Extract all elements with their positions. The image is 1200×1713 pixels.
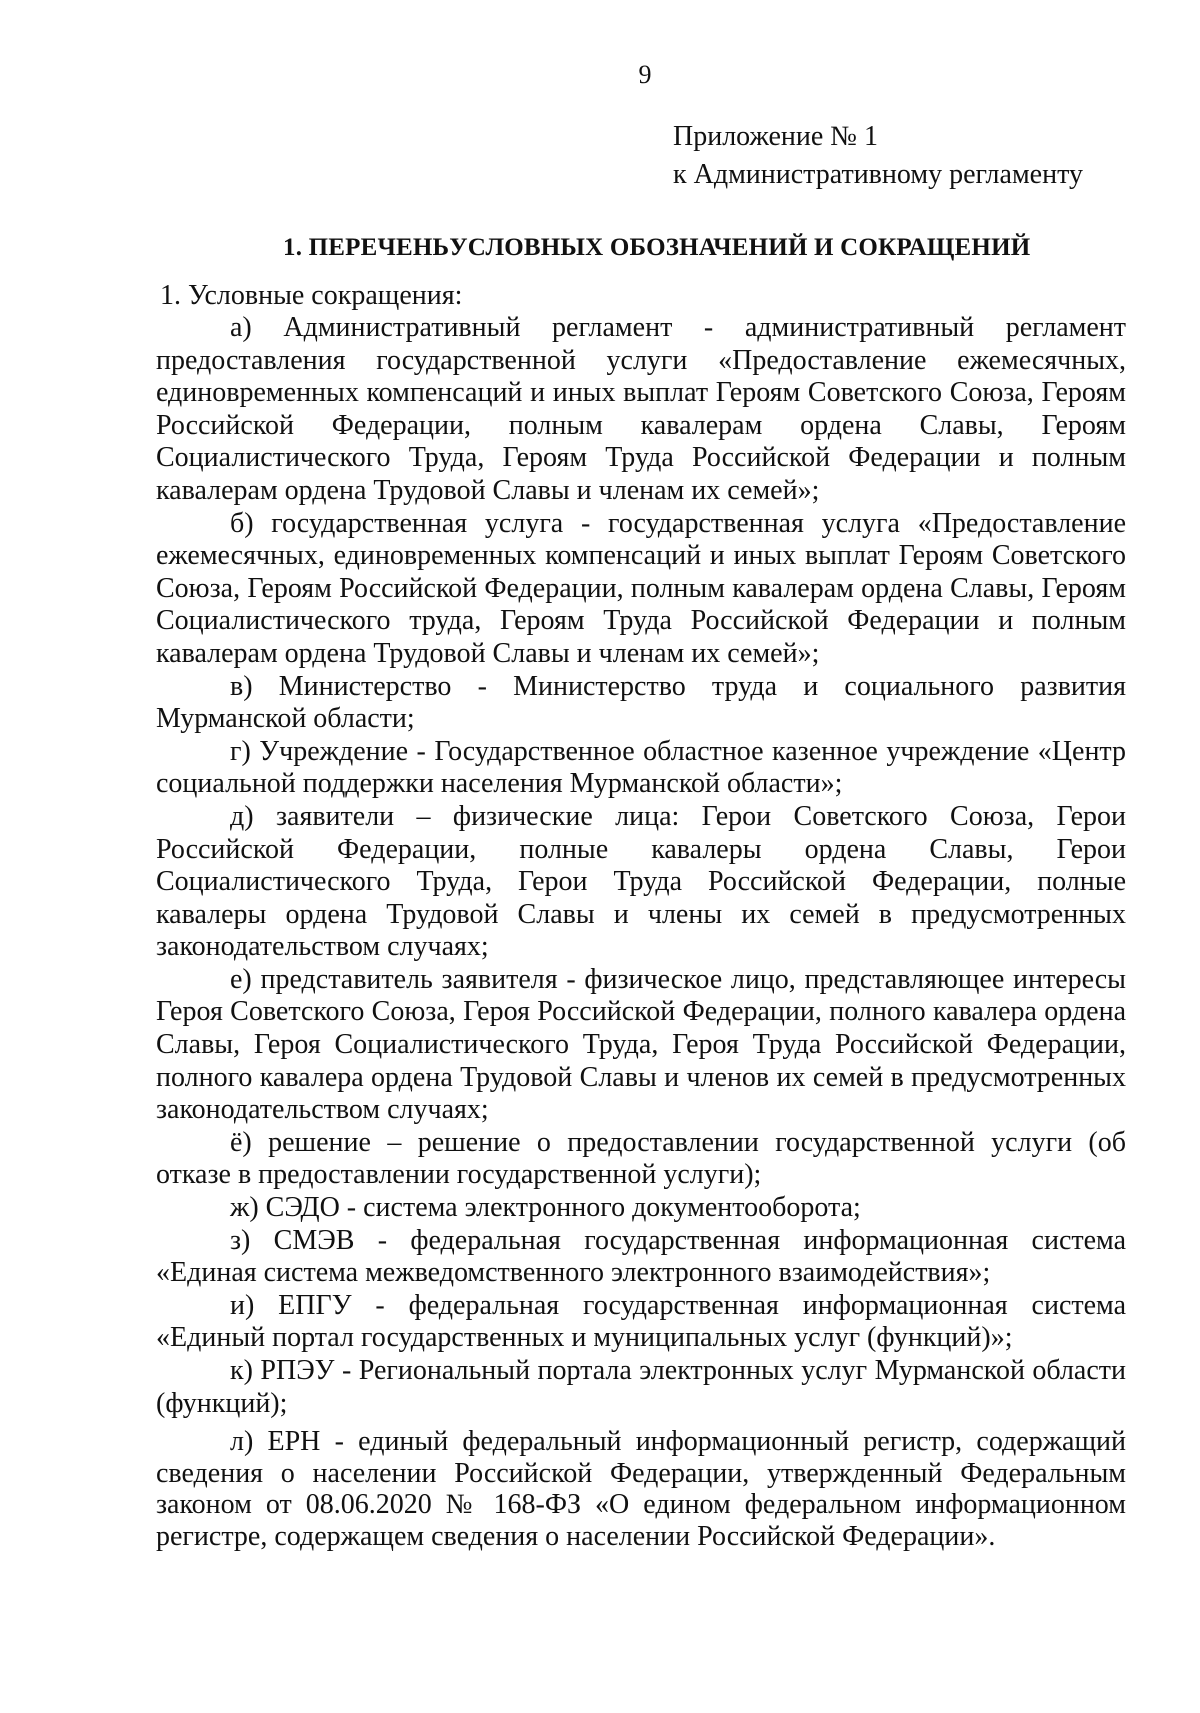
appendix-line-2: к Административному регламенту — [673, 159, 1083, 190]
abbreviations-list — [156, 312, 1126, 1552]
appendix-line-1: Приложение № 1 — [673, 121, 878, 152]
list-item: в) Министерство - Министерство труда и социального развития Мурманской области; — [156, 670, 1126, 735]
appendix-note — [673, 118, 1083, 194]
list-item: е) представитель заявителя - физическое лицо, представляющее интересы Героя Советского Союза, Героя Российской Федерации, полного кавалера ордена Славы, Героя Социалистического Труда, Героя Труда Российской Федерации, полного кавалера ордена Трудовой Славы и членов их семей в предусмотренных законодательством случаях; — [156, 963, 1126, 1126]
list-item: а) Административный регламент - административный регламент предоставления государственной услуги «Предоставление ежемесячных, единовременных компенсаций и иных выплат Героям Советского Союза, Героям Российской Федерации, полным кавалерам ордена Славы, Героям Социалистического Труда, Героям Труда Российской Федерации и полным кавалерам ордена Трудовой Славы и членам их семей»; — [156, 312, 1126, 506]
list-item: к) РПЭУ - Региональный портала электронных услуг Мурманской области (функций); — [156, 1355, 1126, 1419]
list-item: б) государственная услуга - государственная услуга «Предоставление ежемесячных, единовременных компенсаций и иных выплат Героям Советского Союза, Героям Российской Федерации, полным кавалерам ордена Славы, Героям Социалистического труда, Героям Труда Российской Федерации и полным кавалерам ордена Трудовой Славы и членам их семей»; — [156, 507, 1126, 669]
subsection-heading: 1. Условные сокращения: — [160, 280, 463, 311]
list-item: и) ЕПГУ - федеральная государственная информационная система «Единый портал государственных и муниципальных услуг (функций)»; — [156, 1289, 1126, 1354]
list-item: ё) решение – решение о предоставлении государственной услуги (об отказе в предоставлении государственной услуги); — [156, 1126, 1126, 1191]
page-number: 9 — [638, 60, 652, 89]
list-item: г) Учреждение - Государственное областное казенное учреждение «Центр социальной поддержки населения Мурманской области»; — [156, 735, 1126, 800]
list-item: з) СМЭВ - федеральная государственная информационная система «Единая система межведомственного электронного взаимодействия»; — [156, 1224, 1126, 1289]
list-item: ж) СЭДО - система электронного документооборота; — [230, 1192, 861, 1224]
list-item: л) ЕРН - единый федеральный информационный регистр, содержащий сведения о населении Российской Федерации, утвержденный Федеральным законом от 08.06.2020 № 168-ФЗ «О едином федеральном информационном регистре, содержащем сведения о населении Российской Федерации». — [156, 1426, 1126, 1552]
section-heading: 1. ПЕРЕЧЕНЬУСЛОВНЫХ ОБОЗНАЧЕНИЙ И СОКРАЩЕНИЙ — [283, 234, 1031, 261]
list-item: д) заявители – физические лица: Герои Советского Союза, Герои Российской Федерации, полные кавалеры ордена Славы, Герои Социалистического Труда, Герои Труда Российской Федерации, полные кавалеры ордена Трудовой Славы и члены их семей в предусмотренных законодательством случаях; — [156, 800, 1126, 963]
